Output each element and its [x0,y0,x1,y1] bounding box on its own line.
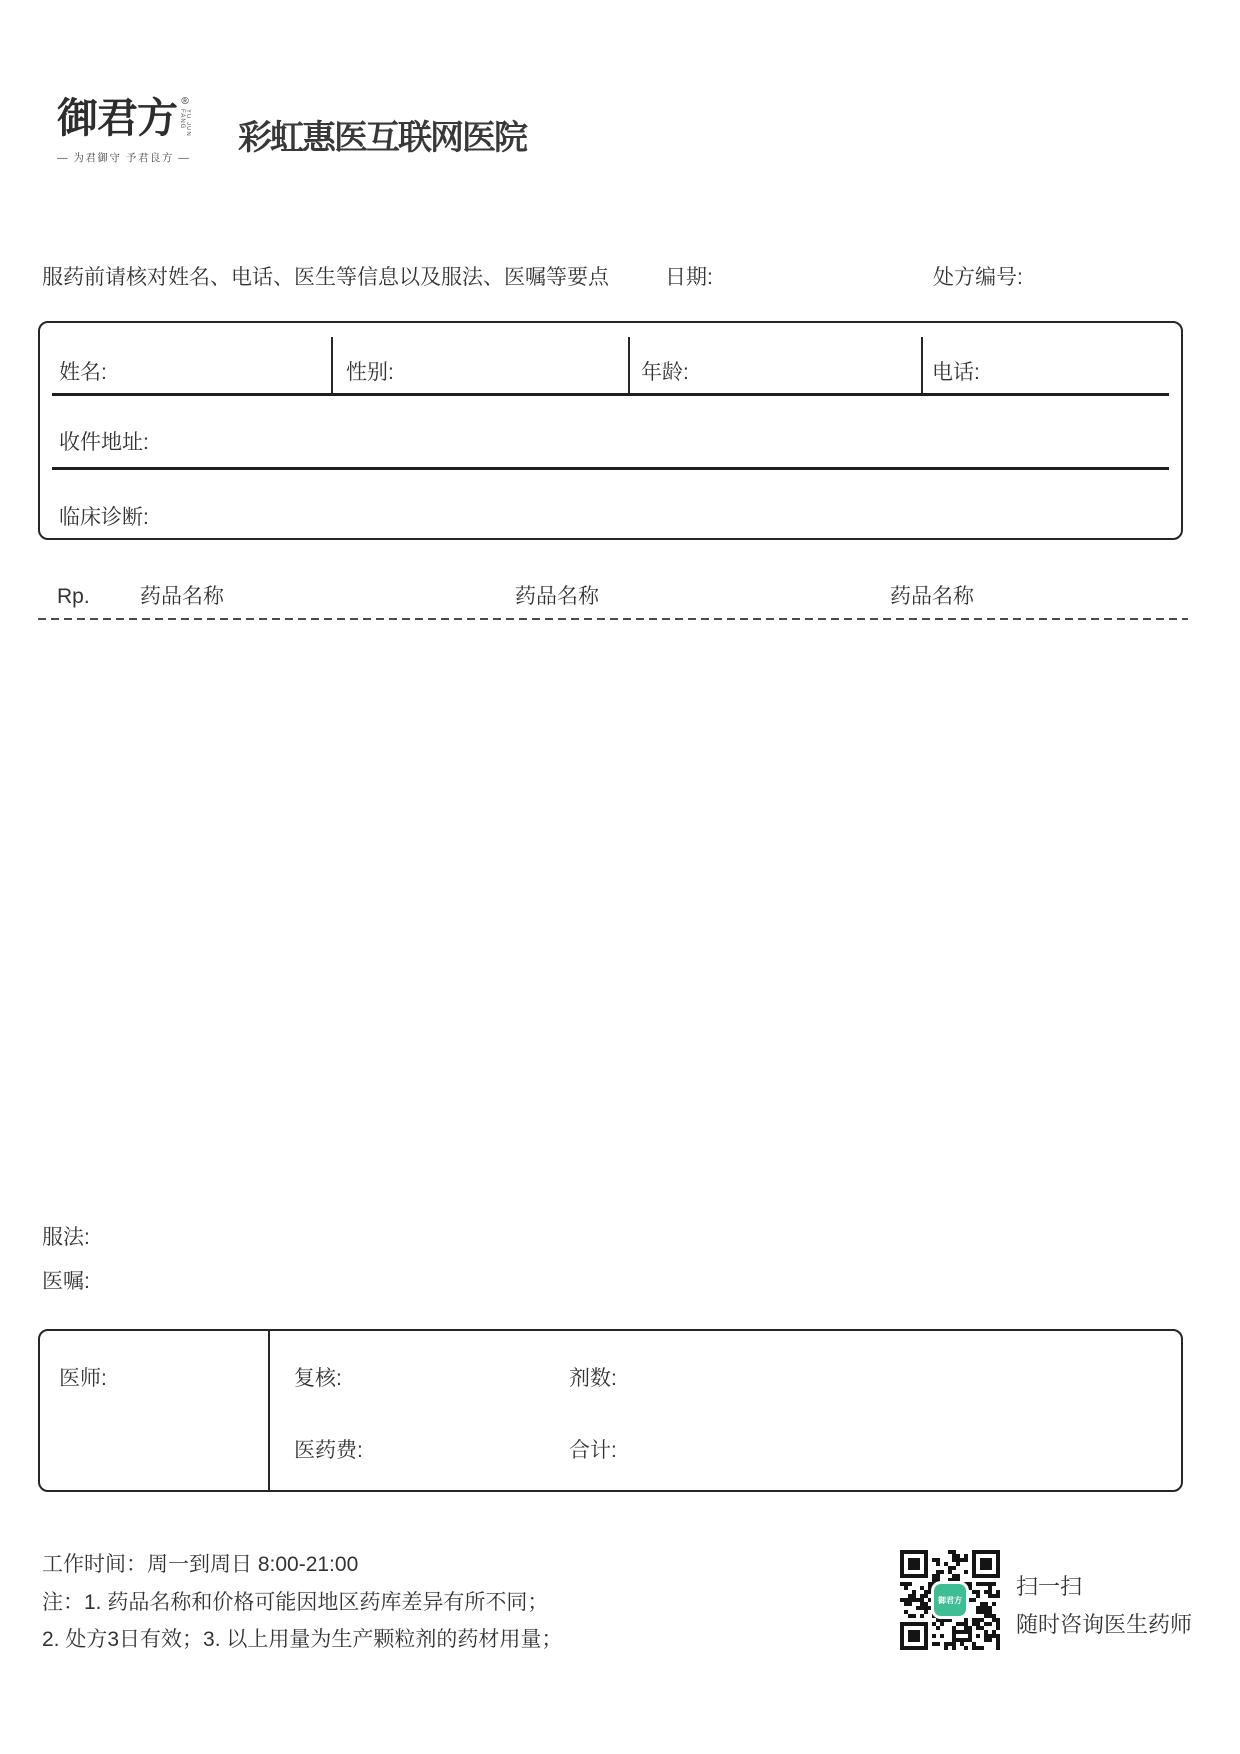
doses-label: 剂数: [569,1367,617,1390]
note-line-2: 2. 处方3日有效；3. 以上用量为生产颗粒剂的药材用量； [42,1628,563,1651]
scan-title: 扫一扫 [1016,1574,1083,1599]
drug-name-column-header: 药品名称 [140,585,224,608]
working-hours-text: 工作时间：周一到周日 8:00-21:00 [42,1553,359,1576]
signature-box [38,1329,1183,1492]
total-label: 合计: [569,1439,617,1462]
brand-logo-pinyin: YU JUN FANG [179,109,191,137]
brand-tagline: — 为君御守 予君良方 — [57,152,191,164]
date-label: 日期: [665,266,713,289]
row-divider [52,467,1169,470]
cell-divider [331,337,333,394]
dashed-divider [38,618,1188,620]
row-divider [52,393,1169,396]
patient-info-box [38,321,1183,540]
rx-number-label: 处方编号: [933,266,1023,289]
cell-divider [921,337,923,394]
name-label: 姓名: [59,361,107,384]
address-label: 收件地址: [59,431,149,454]
phone-label: 电话: [932,361,980,384]
registered-mark-icon: ® [181,96,189,107]
qr-center-logo: 御君方 [934,1584,966,1616]
rp-label: Rp. [57,585,90,608]
verify-notice-text: 服药前请核对姓名、电话、医生等信息以及服法、医嘱等要点 [42,266,609,289]
diagnosis-label: 临床诊断: [59,506,149,529]
qr-code [900,1550,1000,1650]
brand-logo [57,97,207,165]
cell-divider [268,1331,270,1490]
brand-logo-text: 御君方 [57,95,177,141]
cell-divider [628,337,630,394]
medicine-fee-label: 医药费: [294,1439,363,1462]
scan-subtitle: 随时咨询医生药师 [1016,1612,1193,1637]
doctor-label: 医师: [59,1367,107,1390]
hospital-name: 彩虹惠医互联网医院 [238,119,526,157]
usage-label: 服法: [42,1226,90,1249]
advice-label: 医嘱: [42,1270,90,1293]
note-line-1: 注：1. 药品名称和价格可能因地区药库差异有所不同； [42,1591,549,1614]
review-label: 复核: [294,1367,342,1390]
drug-name-column-header: 药品名称 [515,585,599,608]
drug-name-column-header: 药品名称 [890,585,974,608]
gender-label: 性别: [346,361,394,384]
age-label: 年龄: [641,361,689,384]
